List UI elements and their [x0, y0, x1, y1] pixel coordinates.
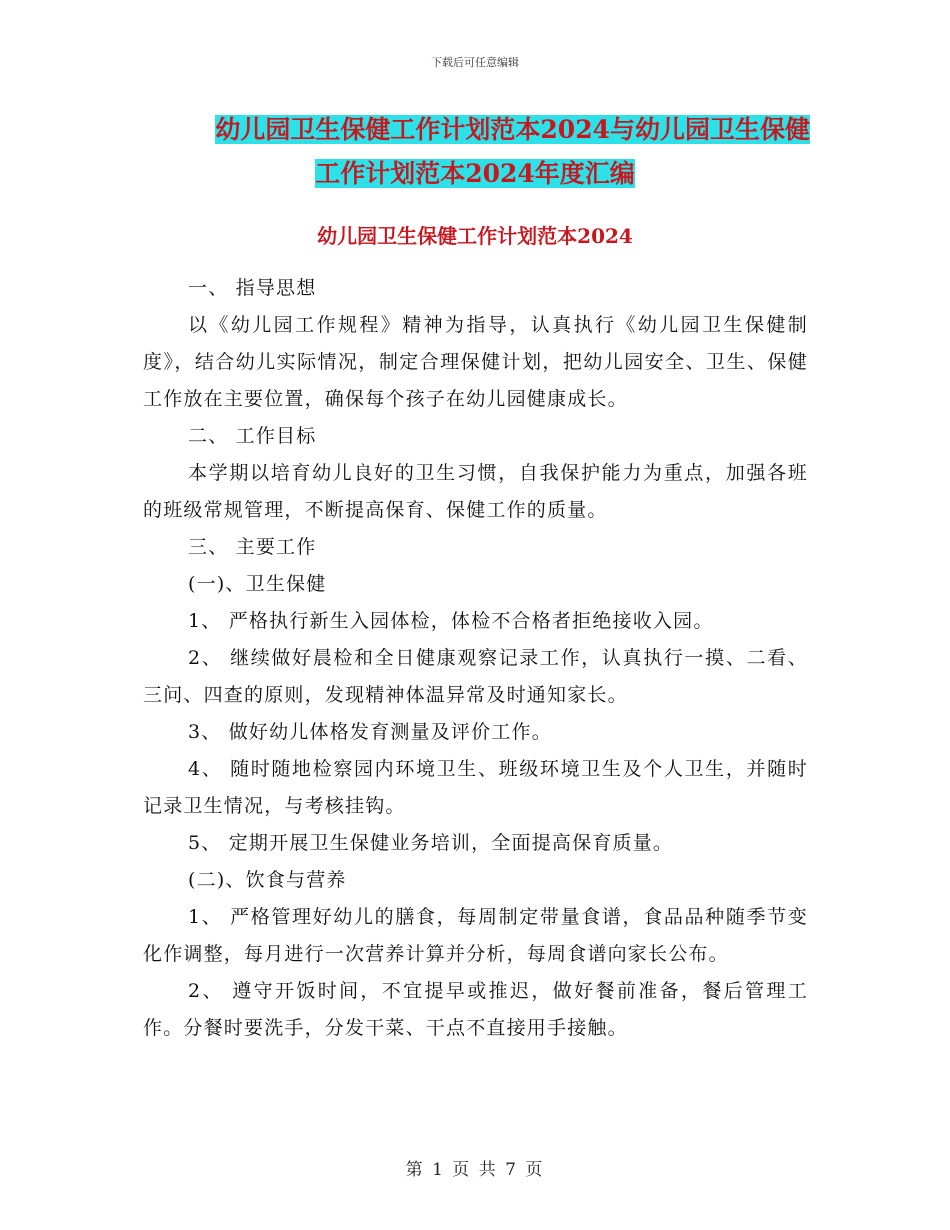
main-title-text-2: 工作计划范本2024年度汇编 — [315, 159, 635, 188]
heading-guiding-thought: 一、 指导思想 — [188, 277, 317, 299]
list-item: 1、 严格执行新生入园体检，体检不合格者拒绝接收入园。 — [188, 610, 714, 632]
list-item: 1、 严格管理好幼儿的膳食，每周制定带量食谱，食品品种随季节变化作调整，每月进行一次营养计算并分析，每周食谱向家长公布。 — [143, 906, 808, 965]
main-title-text-1: 幼儿园卫生保健工作计划范本2024与幼儿园卫生保健 — [215, 115, 810, 144]
list-item: 2、 继续做好晨检和全日健康观察记录工作，认真执行一摸、二看、三问、四查的原则，发现精神体温异常及时通知家长。 — [143, 647, 808, 706]
list-item: 2、 遵守开饭时间，不宜提早或推迟，做好餐前准备，餐后管理工作。分餐时要洗手，分发干菜、干点不直接用手接触。 — [143, 980, 808, 1039]
section-title: 幼儿园卫生保健工作计划范本2024 — [317, 224, 633, 248]
paragraph: 以《幼儿园工作规程》精神为指导，认真执行《幼儿园卫生保健制度》，结合幼儿实际情况，制定合理保健计划，把幼儿园安全、卫生、保健工作放在主要位置，确保每个孩子在幼儿园健康成长。 — [143, 314, 808, 410]
paragraph: 本学期以培育幼儿良好的卫生习惯，自我保护能力为重点，加强各班的班级常规管理，不断提高保育、保健工作的质量。 — [143, 462, 808, 521]
page-footer: 第 1 页 共 7 页 — [405, 1160, 545, 1180]
list-item: 5、 定期开展卫生保健业务培训，全面提高保育质量。 — [188, 832, 674, 854]
main-title-line-1 — [140, 112, 810, 148]
heading-work-goal: 二、 工作目标 — [188, 425, 317, 447]
body-text — [143, 270, 808, 1047]
subheading-diet: (二)、饮食与营养 — [188, 869, 347, 891]
subheading-hygiene: (一)、卫生保健 — [188, 573, 327, 595]
list-item: 4、 随时随地检察园内环境卫生、班级环境卫生及个人卫生，并随时记录卫生情况，与考核挂钩。 — [143, 758, 808, 817]
list-item: 3、 做好幼儿体格发育测量及评价工作。 — [188, 721, 552, 743]
header-note: 下载后可任意编辑 — [431, 56, 519, 69]
main-title-line-2 — [140, 156, 810, 192]
heading-main-work: 三、 主要工作 — [188, 536, 317, 558]
